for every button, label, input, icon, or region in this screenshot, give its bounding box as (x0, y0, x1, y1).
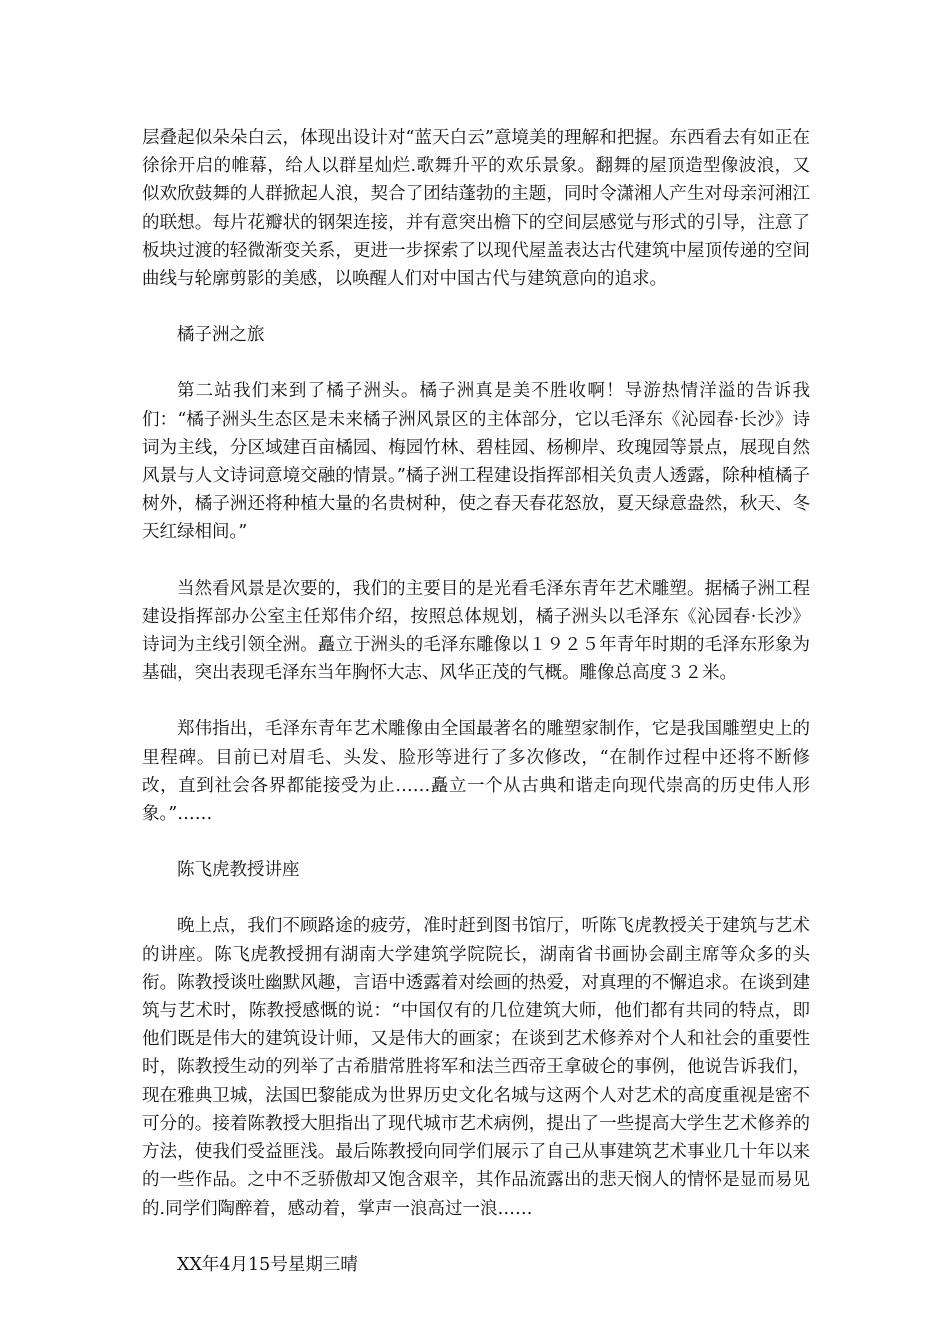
section-heading-lecture: 陈飞虎教授讲座 (177, 860, 300, 881)
paragraph-orange-isle-arrival: 第二站我们来到了橘子洲头。橘子洲真是美不胜收啊！导游热情洋溢的告诉我们：“橘子洲头生态区是未来橘子洲风景区的主体部分，它以毛泽东《沁园春·长沙》诗词为主线，分区域建百亩橘园、梅园竹林、碧桂园、杨柳岸、玫瑰园等景点，展现自然风景与人文诗词意境交融的情景。”橘子洲工程建设指挥部相关负责人透露，除种植橘子树外，橘子洲还将种植大量的名贵树种，使之春天春花怒放，夏天绿意盎然，秋天、冬天红绿相间。” (142, 381, 810, 543)
document-page (142, 124, 810, 1307)
section-heading-orange-isle-trip: 橘子洲之旅 (177, 325, 265, 346)
paragraph-zheng-wei: 郑伟指出，毛泽东青年艺术雕像由全国最著名的雕塑家制作，它是我国雕塑史上的里程碑。目前已对眉毛、头发、脸形等进行了多次修改，“在制作过程中还将不断修改，直到社会各界都能接受为止……矗立一个从古典和谐走向现代崇高的历史伟人形象。”…… (142, 719, 810, 825)
paragraph-lecture: 晚上点，我们不顾路途的疲劳，准时赶到图书馆厅，听陈飞虎教授关于建筑与艺术的讲座。陈飞虎教授拥有湖南大学建筑学院院长，湖南省书画协会副主席等众多的头衔。陈教授谈吐幽默风趣，言语中透露着对绘画的热爱，对真理的不懈追求。在谈到建筑与艺术时，陈教授感慨的说：“中国仅有的几位建筑大师，他们都有共同的特点，即他们既是伟大的建筑设计师，又是伟大的画家；在谈到艺术修养对个人和社会的重要性时，陈教授生动的列举了古希腊常胜将军和法兰西帝王拿破仑的事例，他说告诉我们，现在雅典卫城，法国巴黎能成为世界历史文化名城与这两个人对艺术的高度重视是密不可分的。接着陈教授大胆指出了现代城市艺术病例，提出了一些提高大学生艺术修养的方法，使我们受益匪浅。最后陈教授向同学们展示了自己从事建筑艺术事业几十年以来的一些作品。之中不乏骄傲却又饱含艰辛，其作品流露出的悲天悯人的情怀是显而易见的.同学们陶醉着，感动着，掌声一浪高过一浪…… (142, 916, 810, 1219)
paragraph-mao-statue: 当然看风景是次要的，我们的主要目的是光看毛泽东青年艺术雕塑。据橘子洲工程建设指挥部办公室主任郑伟介绍，按照总体规划，橘子洲头以毛泽东《沁园春·长沙》诗词为主线引领全洲。矗立于洲头的毛泽东雕像以１９２５年青年时期的毛泽东形象为基础，突出表现毛泽东当年胸怀大志、风华正茂的气概。雕像总高度３２米。 (142, 578, 810, 684)
paragraph-roof-design: 层叠起似朵朵白云，体现出设计对“蓝天白云”意境美的理解和把握。东西看去有如正在徐徐开启的帷幕，给人以群星灿烂.歌舞升平的欢乐景象。翻舞的屋顶造型像波浪，又似欢欣鼓舞的人群掀起人浪，契合了团结蓬勃的主题，同时令潇湘人产生对母亲河湘江的联想。每片花瓣状的钢架连接，并有意突出檐下的空间层感觉与形式的引导，注意了板块过渡的轻微渐变关系，更进一步探索了以现代屋盖表达古代建筑中屋顶传递的空间曲线与轮廓剪影的美感，以唤醒人们对中国古代与建筑意向的追求。 (142, 128, 810, 290)
diary-date-heading: XX年4月15号星期三晴 (177, 1254, 358, 1275)
